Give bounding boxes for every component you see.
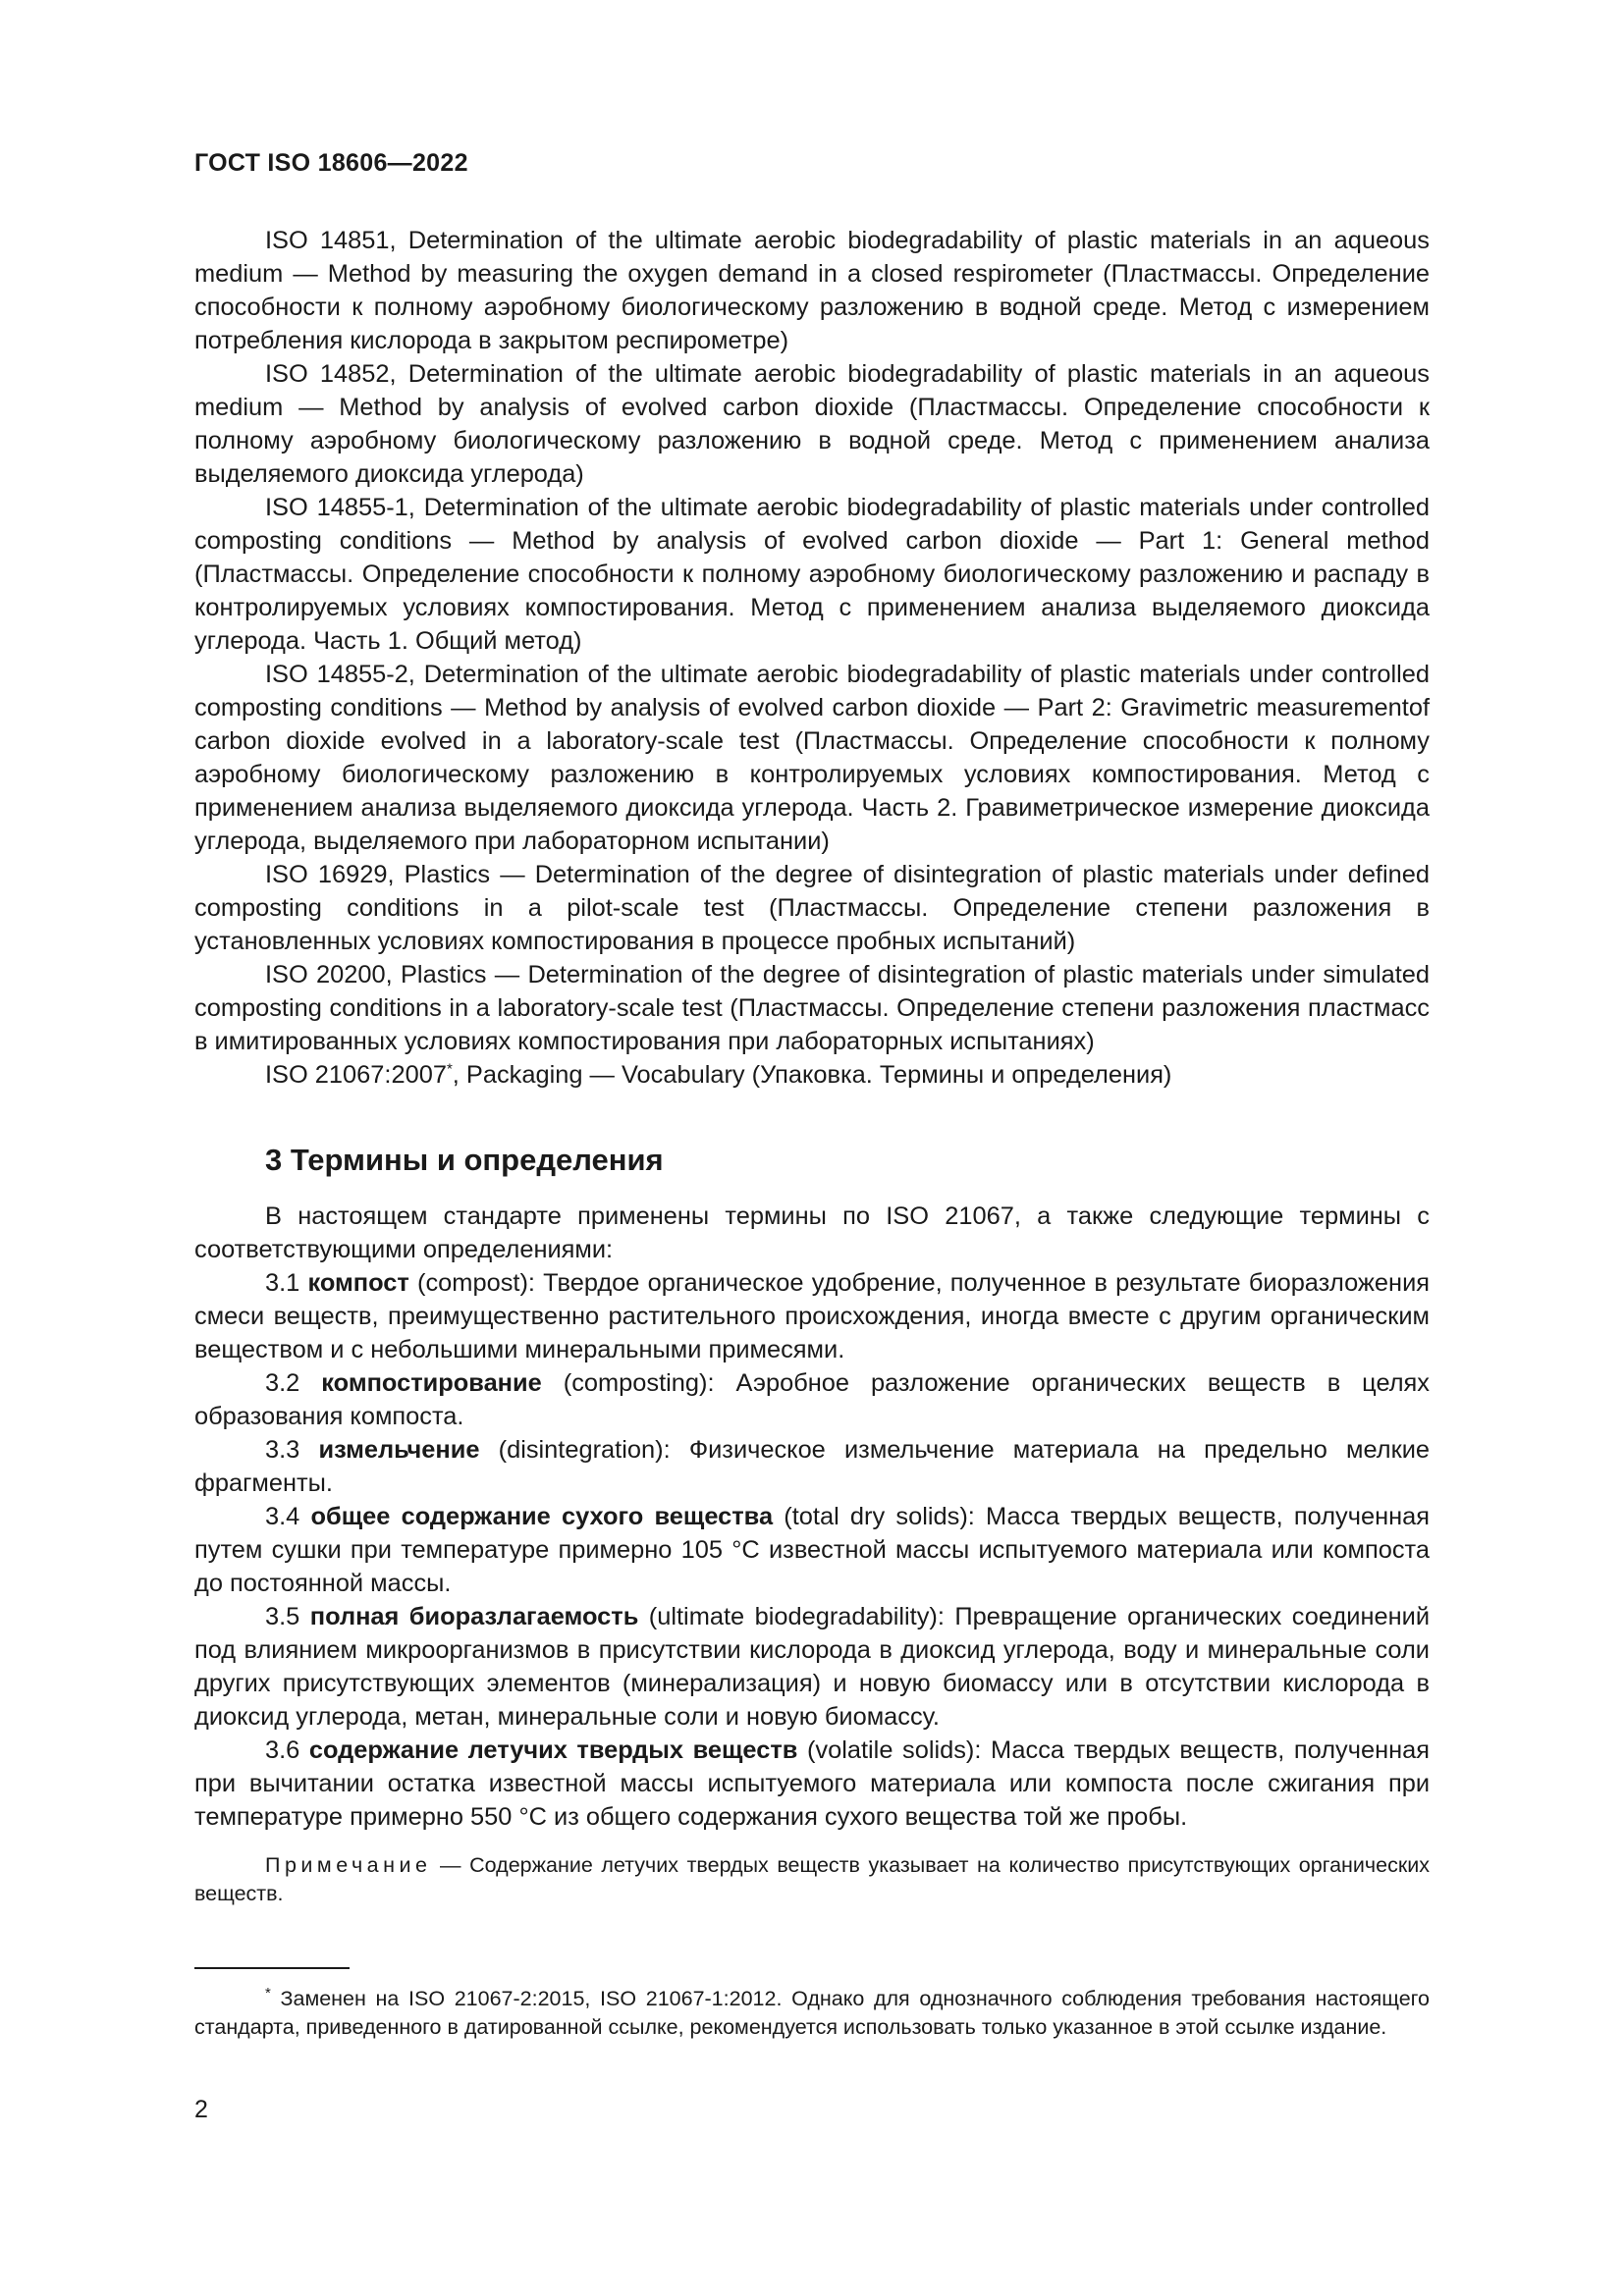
term-number: 3.2 <box>265 1369 322 1397</box>
term-name: содержание летучих твердых веществ <box>308 1736 798 1764</box>
reference-code: ISO 21067:2007 <box>265 1061 447 1089</box>
term-entry <box>194 1500 1430 1600</box>
term-entry <box>194 1266 1430 1366</box>
term-name: измельчение <box>318 1436 480 1464</box>
term-name: общее содержание сухого вещества <box>310 1503 774 1530</box>
term-definition: (compost): Твердое органическое удобрение, полученное в результате биоразложения смеси веществ, преимущественно растительного происхождения, иногда вместе с другим органическим веществом и с небольшими минеральными примесями. <box>194 1269 1430 1363</box>
term-definition: (ultimate biodegradability): Превращение органических соединений под влиянием микроорганизмов в присутствии кислорода в диоксид углерода, воду и минеральные соли других присутствующих элементов (минерализация) и новую биомассу или в отсутствии кислорода в диоксид углерода, метан, минеральные соли и новую биомассу. <box>194 1603 1431 1731</box>
term-entry <box>194 1366 1430 1433</box>
note-label: Примечание <box>265 1853 432 1877</box>
reference-item: ISO 16929, Plastics — Determination of the degree of disintegration of plastic materials under defined composting conditions in a pilot-scale test (Пластмассы. Определение степени разложения в установленных условиях компостирования в процессе пробных испытаний) <box>194 861 1430 955</box>
reference-list <box>194 224 1430 1092</box>
section-intro: В настоящем стандарте применены термины по ISO 21067, а также следующие термины с соответствующими определениями: <box>194 1202 1430 1263</box>
footnote-text: Заменен на ISO 21067-2:2015, ISO 21067-1:2012. Однако для однозначного соблюдения требования настоящего стандарта, приведенного в датированной ссылке, рекомендуется использовать только указанное в этой ссылке издание. <box>194 1987 1430 2039</box>
term-name: компост <box>307 1269 409 1297</box>
term-list <box>194 1266 1430 1834</box>
footnote <box>194 1985 1430 2042</box>
note <box>194 1851 1430 1908</box>
term-definition: (total dry solids): Масса твердых веществ, полученная путем сушки при температуре примерно 105 °С известной массы испытуемого материала или компоста до постоянной массы. <box>194 1503 1430 1597</box>
term-number: 3.1 <box>265 1269 308 1297</box>
term-definition: (disintegration): Физическое измельчение материала на предельно мелкие фрагменты. <box>194 1436 1431 1497</box>
term-number: 3.6 <box>265 1736 309 1764</box>
section-heading: 3 Термины и определения <box>265 1143 664 1177</box>
page-number: 2 <box>194 2096 208 2123</box>
term-name: полная биоразлагаемость <box>309 1603 639 1630</box>
term-entry <box>194 1734 1430 1834</box>
reference-item: ISO 20200, Plastics — Determination of the degree of disintegration of plastic materials under simulated composting conditions in a laboratory-scale test (Пластмассы. Определение степени разложения пластмасс в имитированных условиях компостирования при лабораторных испытаниях) <box>194 961 1430 1055</box>
reference-item-last <box>194 1058 1430 1092</box>
term-entry <box>194 1600 1430 1734</box>
term-name: компостирование <box>321 1369 542 1397</box>
footnote-mark: * <box>265 1984 271 2002</box>
footnote-mark: * <box>446 1060 453 1078</box>
page-body <box>194 224 1430 1908</box>
document-header: ГОСТ ISO 18606—2022 <box>194 149 468 177</box>
term-number: 3.5 <box>265 1603 310 1630</box>
term-number: 3.3 <box>265 1436 319 1464</box>
reference-item: ISO 14852, Determination of the ultimate aerobic biodegradability of plastic materials in an aqueous medium — Method by analysis of evolved carbon dioxide (Пластмассы. Определение способности к полному аэробному биологическому разложению в водной среде. Метод с применением анализа выделяемого диоксида углерода) <box>194 360 1430 488</box>
reference-item: ISO 14851, Determination of the ultimate aerobic biodegradability of plastic materials in an aqueous medium — Method by measuring the oxygen demand in a closed respirometer (Пластмассы. Определение способности к полному аэробному биологическому разложению в водной среде. Метод с измерением потребления кислорода в закрытом респирометре) <box>194 227 1430 354</box>
reference-item: ISO 14855-2, Determination of the ultimate aerobic biodegradability of plastic materials under controlled composting conditions — Method by analysis of evolved carbon dioxide — Part 2: Gravimetric measurementof carbon dioxide evolved in a laboratory-scale test (Пластмассы. Определение способности к полному аэробному биологическому разложению в контролируемых условиях компостирования. Метод с применением анализа выделяемого диоксида углерода. Часть 2. Гравиметрическое измерение диоксида углерода, выделяемого при лабораторном испытании) <box>194 661 1430 855</box>
term-entry <box>194 1433 1430 1500</box>
note-text: — Содержание летучих твердых веществ указывает на количество присутствующих органических веществ. <box>194 1853 1430 1905</box>
reference-text: , Packaging — Vocabulary (Упаковка. Термины и определения) <box>452 1061 1172 1089</box>
reference-item: ISO 14855-1, Determination of the ultimate aerobic biodegradability of plastic materials under controlled composting conditions — Method by analysis of evolved carbon dioxide — Part 1: General method (Пластмассы. Определение способности к полному аэробному биологическому разложению и распаду в контролируемых условиях компостирования. Метод с применением анализа выделяемого диоксида углерода. Часть 1. Общий метод) <box>194 494 1430 655</box>
term-number: 3.4 <box>265 1503 311 1530</box>
footnote-divider <box>194 1967 350 1969</box>
term-definition: (composting): Аэробное разложение органических веществ в целях образования компоста. <box>194 1369 1430 1430</box>
term-definition: (volatile solids): Масса твердых веществ, полученная при вычитании остатка известной массы испытуемого материала или компоста после сжигания при температуре примерно 550 °С из общего содержания сухого вещества той же пробы. <box>194 1736 1430 1831</box>
